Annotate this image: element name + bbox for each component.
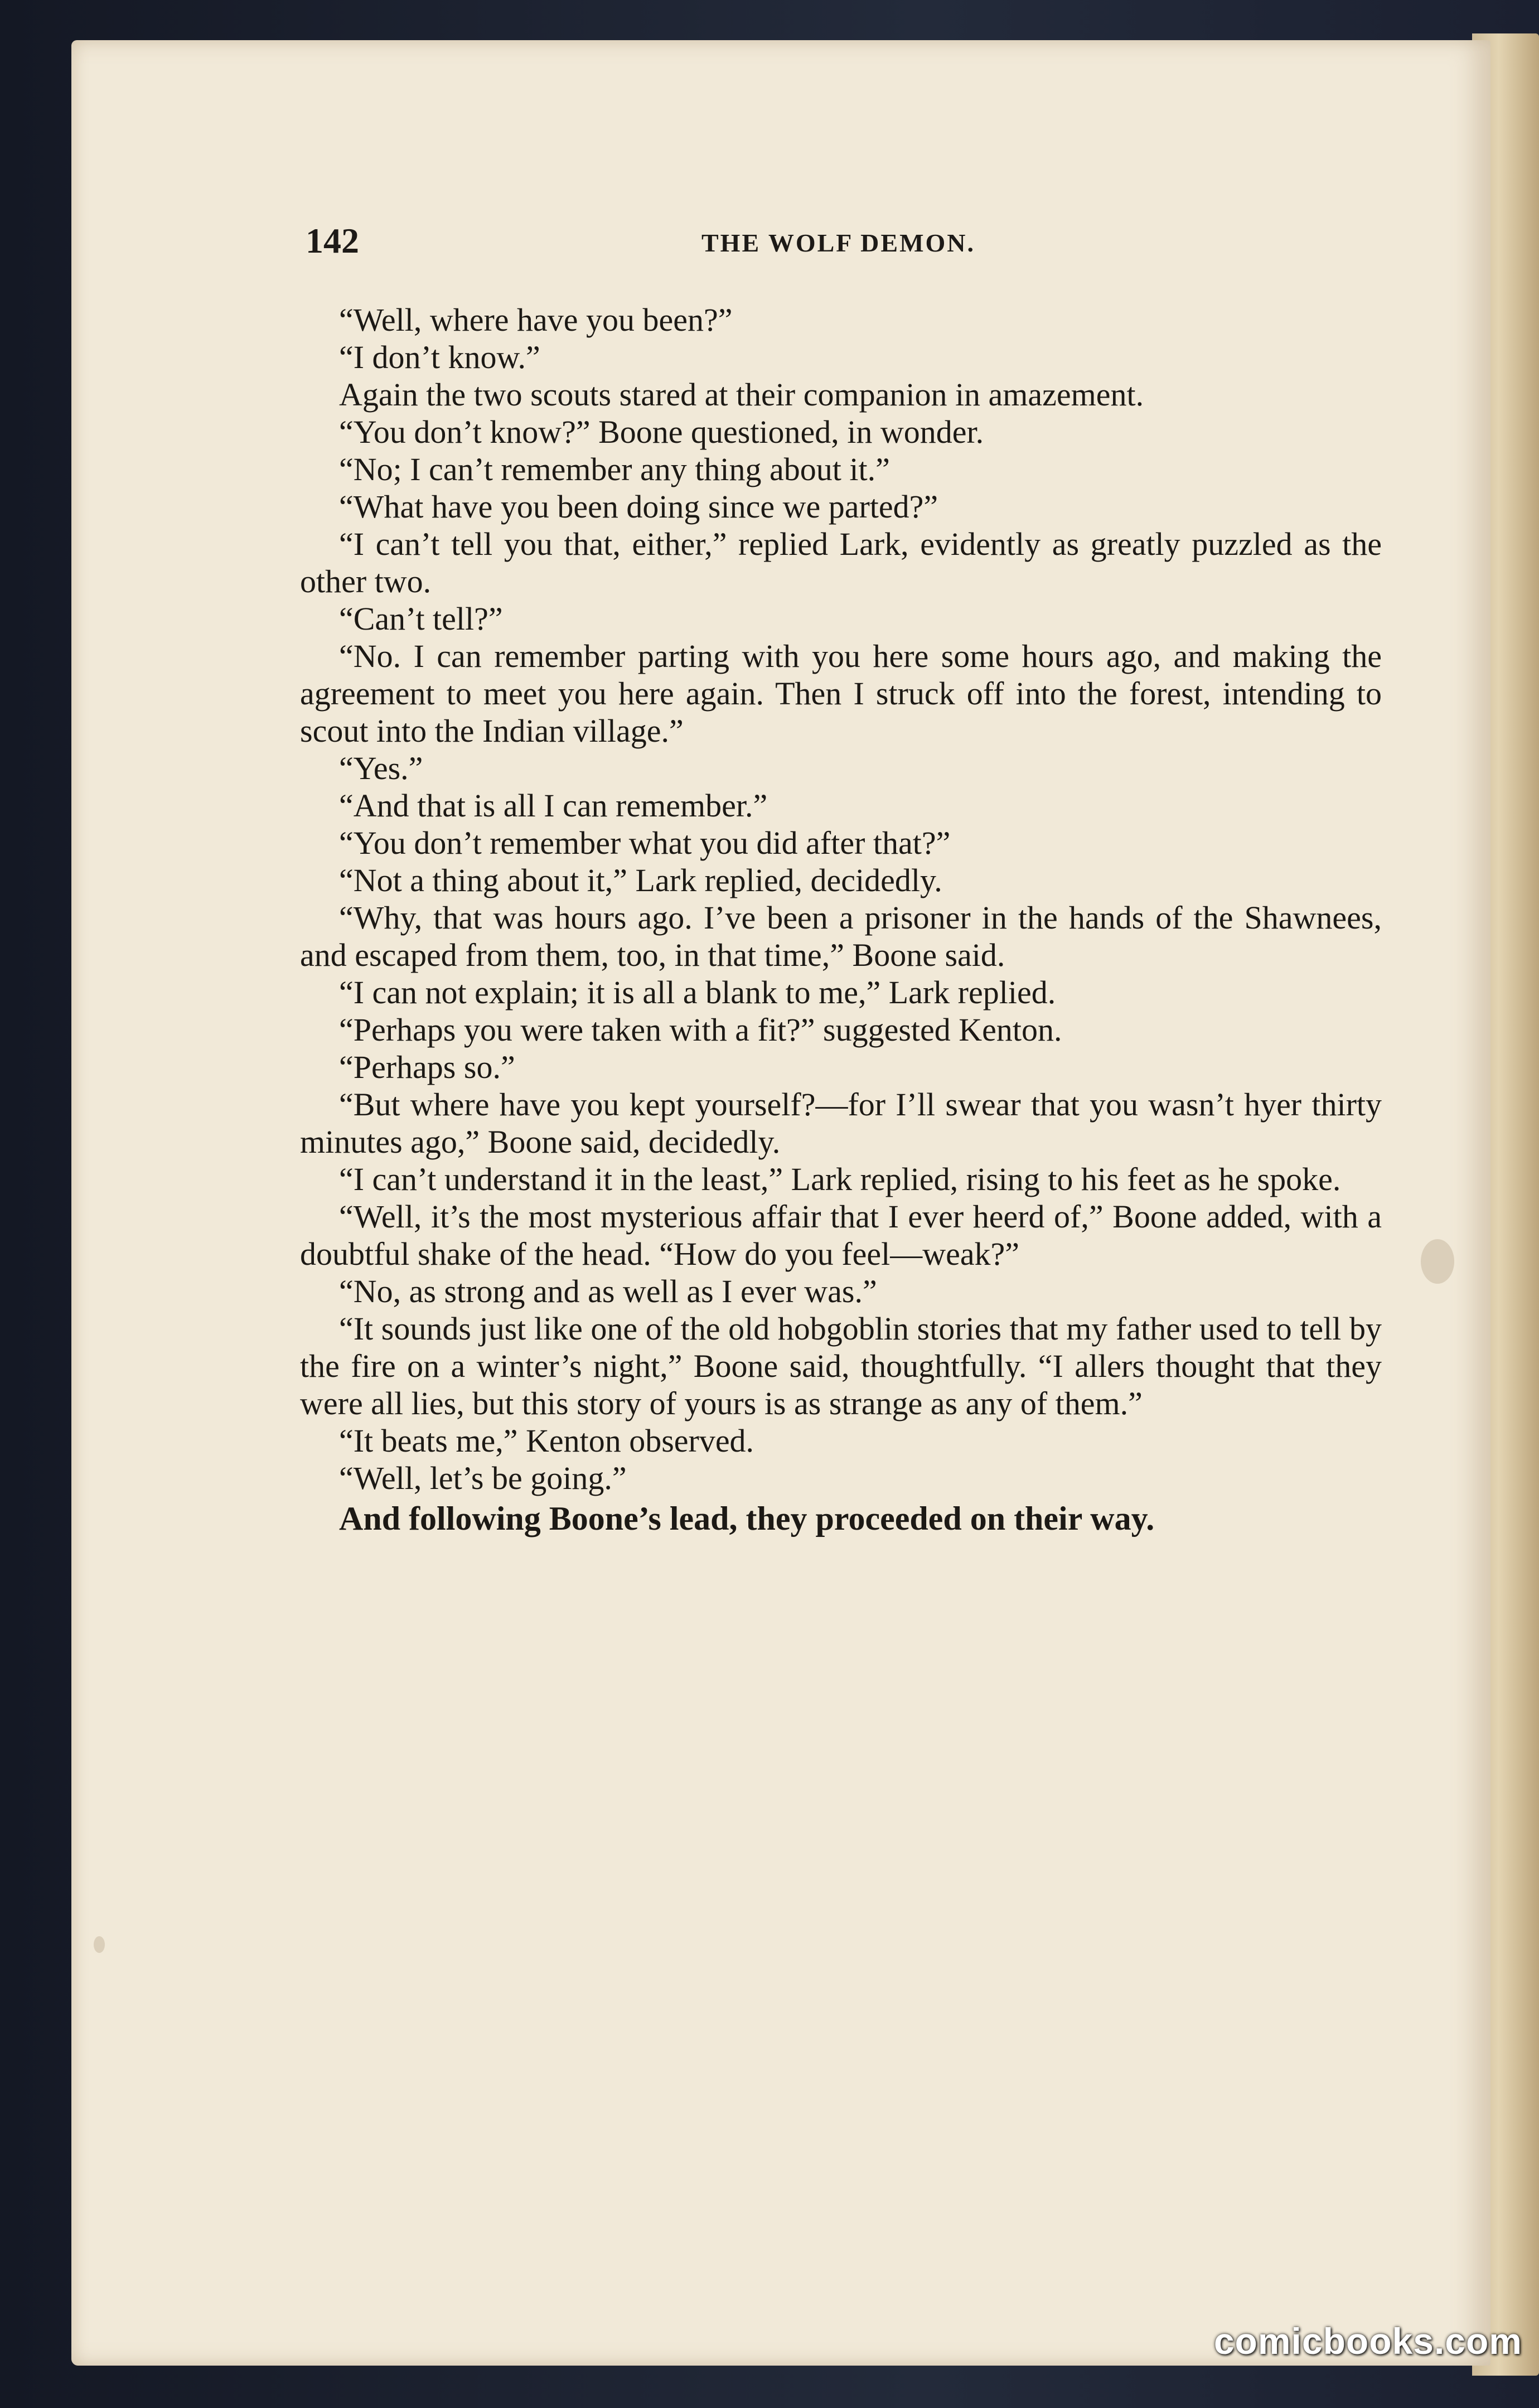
paragraph: “But where have you kept yourself?—for I’ll swear that you wasn’t hyer thirty minutes ago,” Boone said, decidedly. [300,1086,1382,1160]
site-watermark: comicbooks.com [1213,2320,1522,2362]
paragraph: And following Boone’s lead, they proceeded on their way. [339,1500,1155,1537]
paragraph: “It beats me,” Kenton observed. [339,1423,754,1459]
paragraph: “Perhaps so.” [339,1049,515,1085]
paragraph: “It sounds just like one of the old hobgoblin stories that my father used to tell by the fire on a winter’s night,” Boone said, thoughtfully. “I allers thought that they were all lies, but this story of yours is as strange as any of them.” [300,1311,1382,1421]
paragraph: “No; I can’t remember any thing about it.” [339,451,890,487]
page-header [306,220,1382,270]
paragraph: “I can’t understand it in the least,” Lark replied, rising to his feet as he spoke. [339,1161,1341,1197]
paragraph: “And that is all I can remember.” [339,787,768,824]
paragraph: “I don’t know.” [339,339,540,375]
paragraph: “You don’t remember what you did after that?” [339,825,951,861]
body-text [300,301,1382,1537]
paragraph: “No, as strong and as well as I ever was.” [339,1273,877,1309]
paragraph: “Well, it’s the most mysterious affair that I ever heerd of,” Boone added, with a doubtful shake of the head. “How do you feel—weak?” [300,1198,1382,1272]
paragraph: “Well, let’s be going.” [339,1460,627,1496]
paragraph: “I can not explain; it is all a blank to me,” Lark replied. [339,974,1056,1010]
paragraph: “Yes.” [339,750,423,786]
paragraph: “What have you been doing since we parted?” [339,489,938,525]
running-head: THE WOLF DEMON. [701,229,975,257]
paragraph: “Why, that was hours ago. I’ve been a prisoner in the hands of the Shawnees, and escaped from them, too, in that time,” Boone said. [300,900,1382,973]
paragraph: “No. I can remember parting with you here some hours ago, and making the agreement to meet you here again. Then I struck off into the forest, intending to scout into the Indian village.” [300,638,1382,749]
paragraph: “Can’t tell?” [339,601,503,637]
paper-stain [94,1936,105,1953]
paragraph: Again the two scouts stared at their companion in amazement. [339,376,1144,413]
paragraph: “You don’t know?” Boone questioned, in wonder. [339,414,984,450]
paragraph: “Well, where have you been?” [339,302,733,338]
paragraph: “Perhaps you were taken with a fit?” suggested Kenton. [339,1012,1062,1048]
page-number: 142 [306,221,359,260]
paragraph: “I can’t tell you that, either,” replied Lark, evidently as greatly puzzled as the other two. [300,526,1382,599]
paper-stain [1421,1239,1454,1284]
paragraph: “Not a thing about it,” Lark replied, decidedly. [339,862,942,898]
